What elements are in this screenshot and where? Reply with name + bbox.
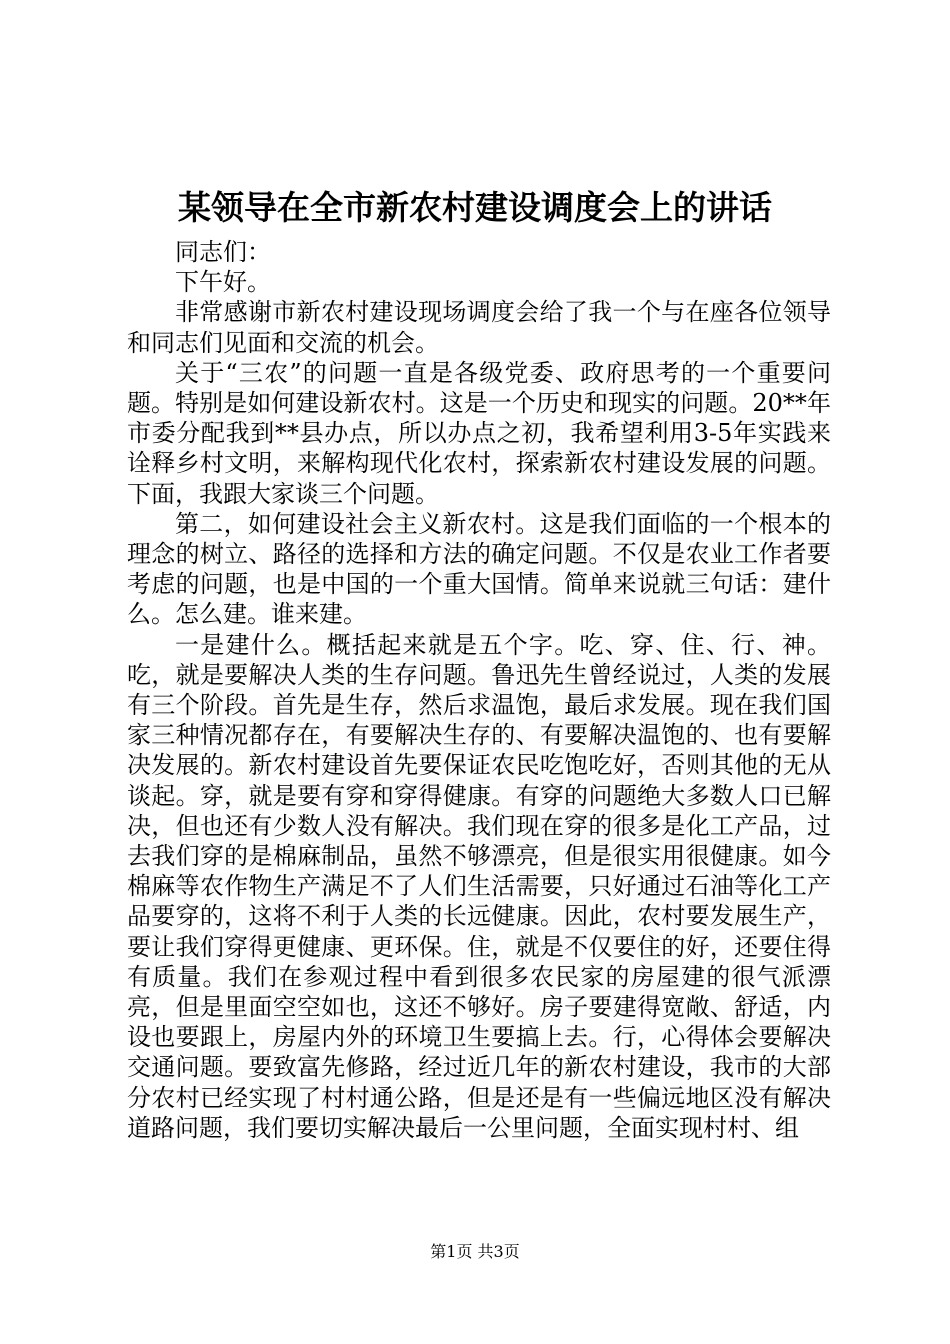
paragraph-thanks: 非常感谢市新农村建设现场调度会给了我一个与在座各位领导和同志们见面和交流的机会。 <box>127 298 831 357</box>
paragraph-second-point: 第二，如何建设社会主义新农村。这是我们面临的一个根本的理念的树立、路径的选择和方法的确定问题。不仅是农业工作者要考虑的问题，也是中国的一个重大国情。简单来说就三句话：建什么。怎么建。谁来建。 <box>127 509 831 629</box>
page-footer: 第1页 共3页 <box>430 1242 520 1261</box>
paragraph-salutation: 下午好。 <box>175 268 271 297</box>
paragraph-what-to-build: 一是建什么。概括起来就是五个字。吃、穿、住、行、神。吃，就是要解决人类的生存问题。鲁迅先生曾经说过，人类的发展有三个阶段。首先是生存，然后求温饱，最后求发展。现在我们国家三种情况都存在，有要解决生存的、有要解决温饱的、也有要解决发展的。新农村建设首先要保证农民吃饱吃好，否则其他的无从谈起。穿，就是要有穿和穿得健康。有穿的问题绝大多数人口已解决，但也还有少数人没有解决。我们现在穿的很多是化工产品，过去我们穿的是棉麻制品，虽然不够漂亮，但是很实用很健康。如今棉麻等农作物生产满足不了人们生活需要，只好通过石油等化工产品要穿的，这将不利于人类的长远健康。因此，农村要发展生产，要让我们穿得更健康、更环保。住，就是不仅要住的好，还要住得有质量。我们在参观过程中看到很多农民家的房屋建的很气派漂亮，但是里面空空如也，这还不够好。房子要建得宽敞、舒适，内设也要跟上，房屋内外的环境卫生要搞上去。行，心得体会要解决交通问题。要致富先修路，经过近几年的新农村建设，我市的大部分农村已经实现了村村通公路，但是还是有一些偏远地区没有解决道路问题，我们要切实解决最后一公里问题，全面实现村村、组 <box>127 630 831 1142</box>
document-title: 某领导在全市新农村建设调度会上的讲话 <box>178 188 772 227</box>
document-body <box>127 237 831 1143</box>
paragraph-greeting: 同志们： <box>175 238 271 266</box>
paragraph-sannong: 关于“三农”的问题一直是各级党委、政府思考的一个重要问题。特别是如何建设新农村。这是一个历史和现实的问题。20**年市委分配我到**县办点，所以办点之初，我希望利用3-5年实践来诠释乡村文明，来解构现代化农村，探索新农村建设发展的问题。下面，我跟大家谈三个问题。 <box>127 358 831 508</box>
